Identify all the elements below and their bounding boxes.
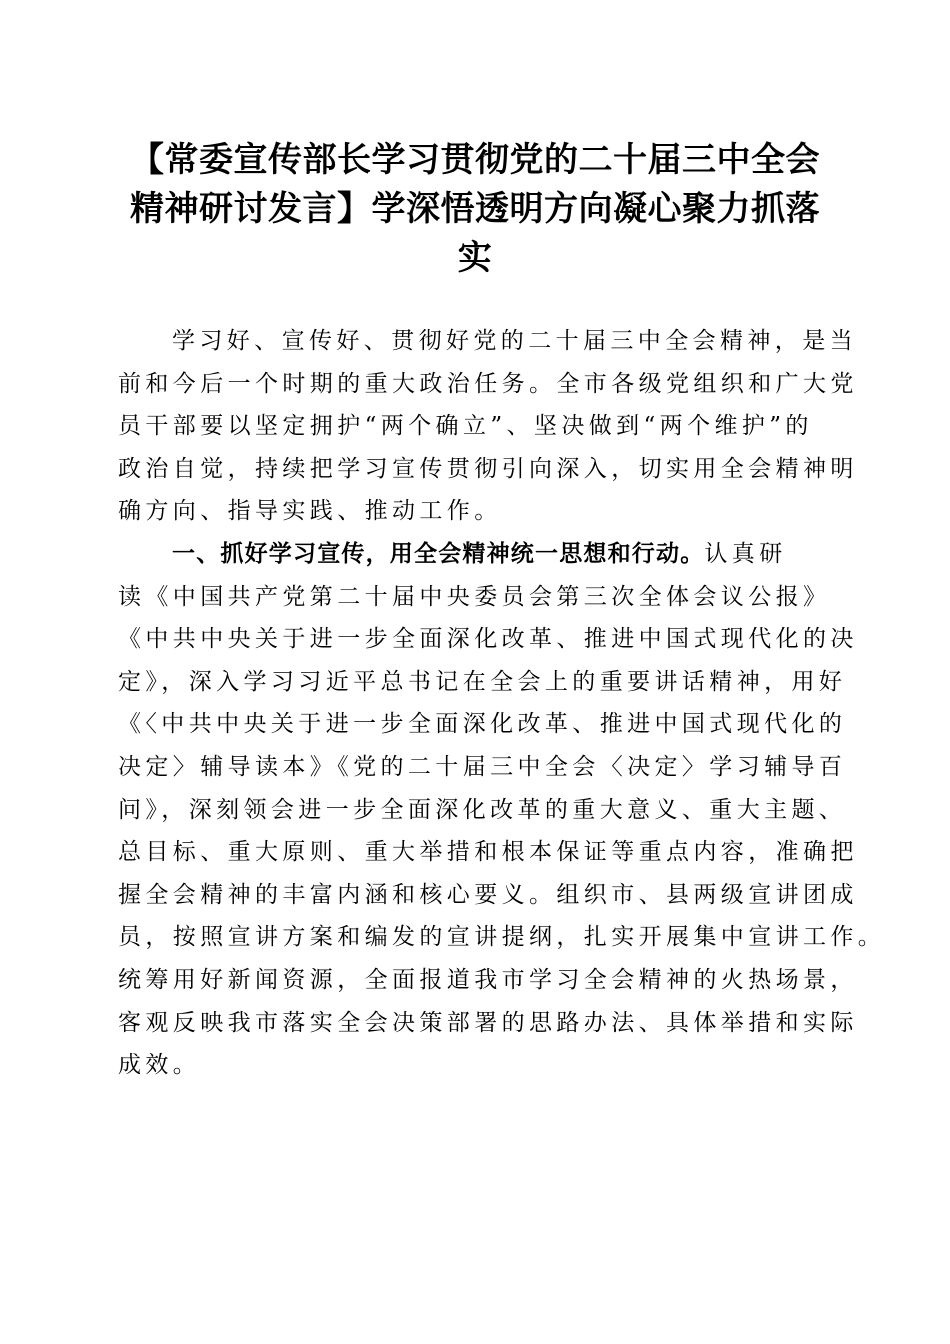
title-line: 【常委宣传部长学习贯彻党的二十届三中全会	[130, 140, 820, 180]
title-line: 实	[457, 238, 493, 278]
paragraph-line: 学习好、宣传好、贯彻好党的二十届三中全会精神，是当	[172, 328, 857, 354]
paragraph-line: 确方向、指导实践、推动工作。	[118, 498, 502, 525]
paragraph-line: 统筹用好新闻资源，全面报道我市学习全会精神的火热场景，	[118, 966, 858, 993]
paragraph-line: 问》，深刻领会进一步全面深化改革的重大意义、重大主题、	[118, 796, 847, 823]
paragraph-line: 前和今后一个时期的重大政治任务。全市各级党组织和广大党	[118, 370, 858, 397]
title-line: 精神研讨发言】学深悟透明方向凝心聚力抓落	[130, 189, 820, 229]
paragraph-line: 《中共中央关于进一步全面深化改革、推进中国式现代化的决	[118, 626, 858, 653]
section-heading-tail: 认真研	[704, 540, 787, 567]
paragraph-line: 握全会精神的丰富内涵和核心要义。组织市、县两级宣讲团成	[118, 881, 858, 908]
paragraph-line: 客观反映我市落实全会决策部署的思路办法、具体举措和实际	[118, 1009, 858, 1036]
paragraph-line: 定》，深入学习习近平总书记在全会上的重要讲话精神，用好	[118, 668, 847, 695]
paragraph-line: 决定〉辅导读本》《党的二十届三中全会〈决定〉学习辅导百	[118, 753, 847, 780]
paragraph-line: 总目标、重大原则、重大举措和根本保证等重点内容，准确把	[118, 839, 858, 866]
paragraph-line: 员干部要以坚定拥护“两个确立”、坚决做到“两个维护”的	[118, 413, 813, 440]
paragraph-line: 《〈中共中央关于进一步全面深化改革、推进中国式现代化的	[118, 711, 847, 738]
paragraph-intro	[118, 320, 858, 533]
document-title	[110, 136, 840, 283]
paragraph-line	[118, 533, 830, 576]
document-body	[118, 320, 886, 1087]
paragraph-line: 成效。	[118, 1052, 201, 1079]
paragraph-line: 员，按照宣讲方案和编发的宣讲提纲，扎实开展集中宣讲工作。	[118, 924, 886, 951]
paragraph-section-one	[118, 533, 886, 1087]
paragraph-line: 政治自觉，持续把学习宣传贯彻引向深入，切实用全会精神明	[118, 455, 858, 482]
section-heading: 一、抓好学习宣传，用全会精神统一思想和行动。	[172, 540, 705, 567]
paragraph-line: 读《中国共产党第二十届中央委员会第三次全体会议公报》	[118, 583, 831, 610]
